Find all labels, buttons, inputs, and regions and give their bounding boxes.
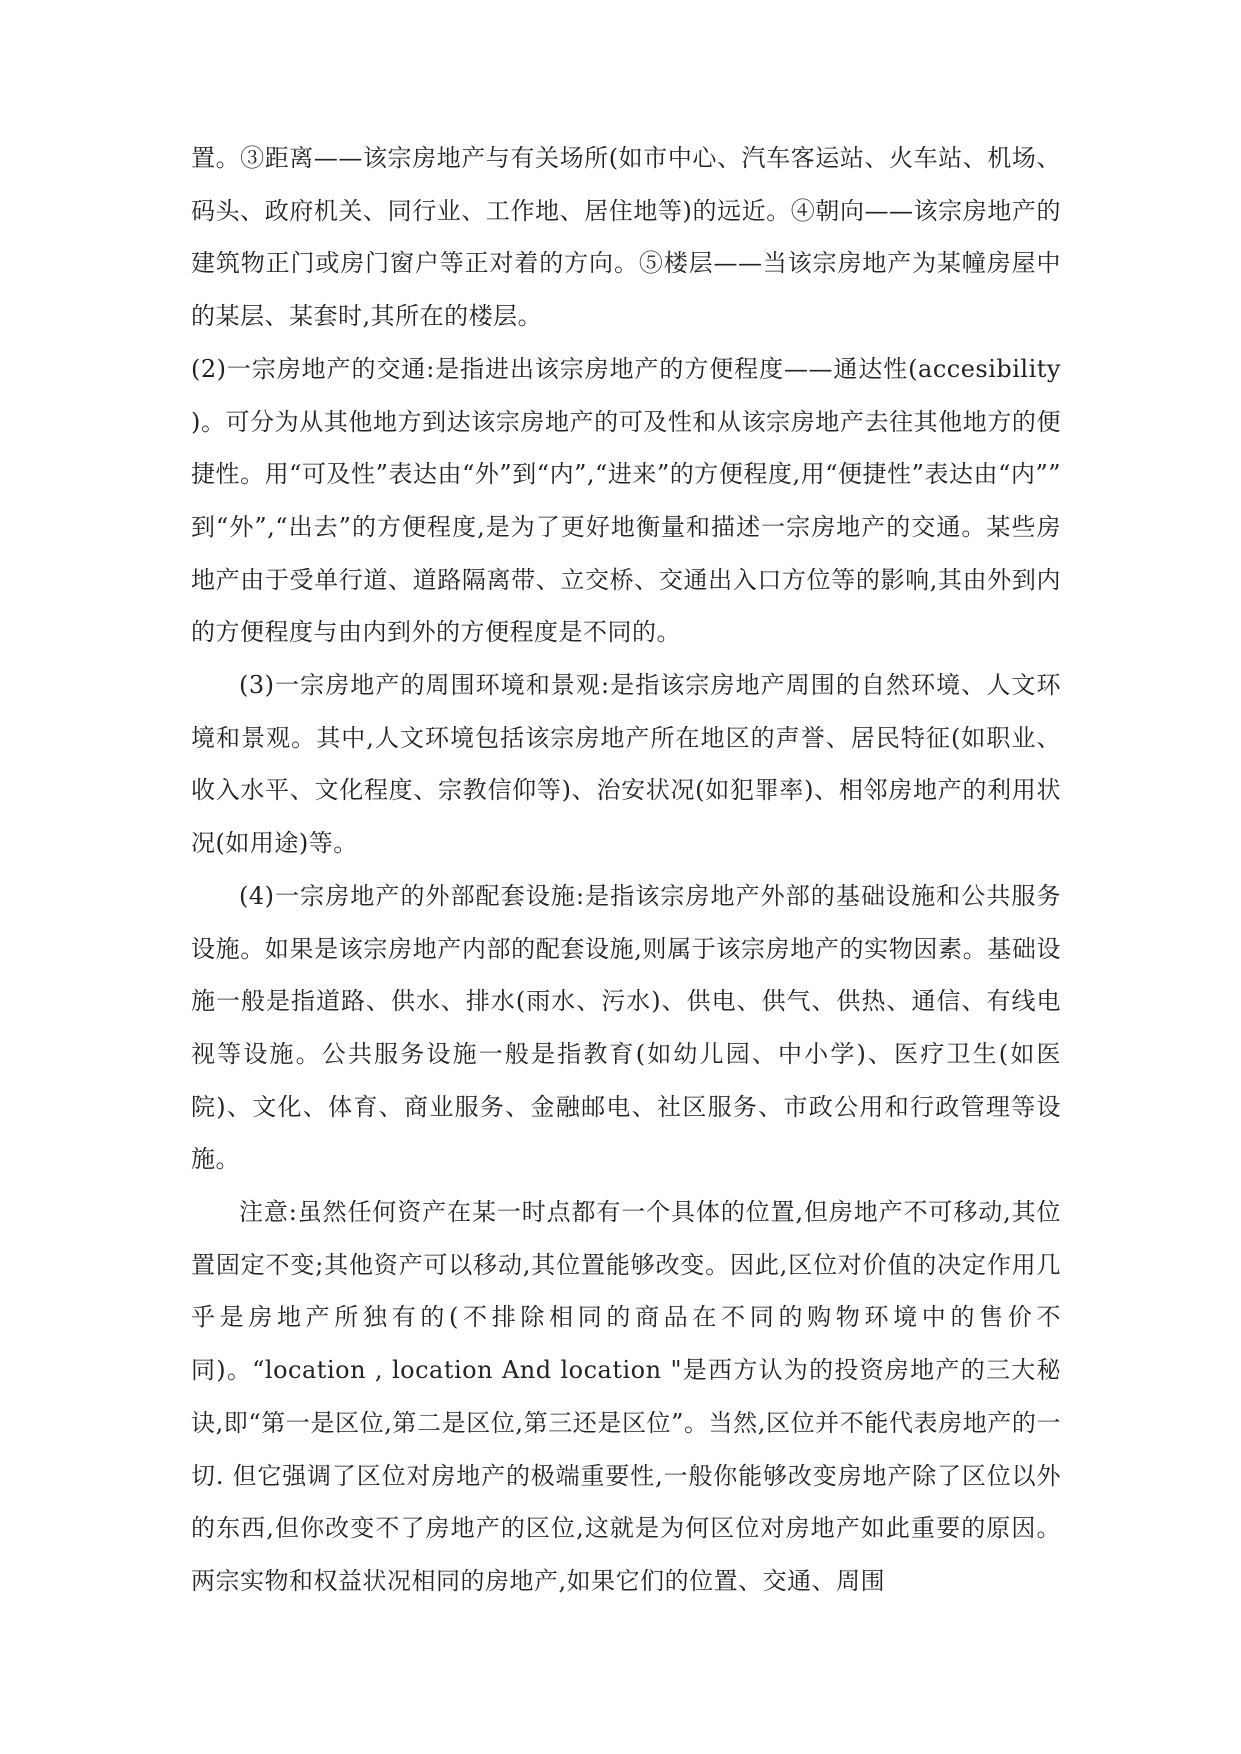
paragraph-external-facilities: (4)一宗房地产的外部配套设施:是指该宗房地产外部的基础设施和公共服务设施。如果是该宗房地产内部的配套设施,则属于该宗房地产的实物因素。基础设施一般是指道路、供水、排水(雨水、污水)、供电、供气、供热、通信、有线电视等设施。公共服务设施一般是指教育(如幼儿园、中小学)、医疗卫生(如医院)、文化、体育、商业服务、金融邮电、社区服务、市政公用和行政管理等设施。: [191, 881, 1061, 1174]
paragraph-environment: (3)一宗房地产的周围环境和景观:是指该宗房地产周围的自然环境、人文环境和景观。其中,人文环境包括该宗房地产所在地区的声誉、居民特征(如职业、收入水平、文化程度、宗教信仰等)、治安状况(如犯罪率)、相邻房地产的利用状况(如用途)等。: [191, 671, 1061, 858]
paragraph-location-continued: 置。③距离——该宗房地产与有关场所(如市中心、汽车客运站、火车站、机场、码头、政府机关、同行业、工作地、居住地等)的远近。④朝向——该宗房地产的建筑物正门或房门窗户等正对着的方向。⑤楼层——当该宗房地产为某幢房屋中的某层、某套时,其所在的楼层。: [191, 144, 1061, 331]
document-page: [191, 132, 1061, 1608]
paragraph-note: 注意:虽然任何资产在某一时点都有一个具体的位置,但房地产不可移动,其位置固定不变;其他资产可以移动,其位置能够改变。因此,区位对价值的决定作用几乎是房地产所独有的(不排除相同的商品在不同的购物环境中的售价不同)。“location , location And location "是西方认为的投资房地产的三大秘诀,即“第一是区位,第二是区位,第三还是区位”。当然,区位并不能代表房地产的一切. 但它强调了区位对房地产的极端重要性,一般你能够改变房地产除了区位以外的东西,但你改变不了房地产的区位,这就是为何区位对房地产如此重要的原因。两宗实物和权益状况相同的房地产,如果它们的位置、交通、周围: [191, 1198, 1061, 1595]
paragraph-transportation: (2)一宗房地产的交通:是指进出该宗房地产的方便程度——通达性(accesibility )。可分为从其他地方到达该宗房地产的可及性和从该宗房地产去往其他地方的便捷性。用“可及性”表达由“外”到“内”,“进来”的方便程度,用“便捷性”表达由“内”” 到“外”,“出去”的方便程度,是为了更好地衡量和描述一宗房地产的交通。某些房地产由于受单行道、道路隔离带、立交桥、交通出入口方位等的影响,其由外到内的方便程度与由内到外的方便程度是不同的。: [191, 354, 1061, 647]
